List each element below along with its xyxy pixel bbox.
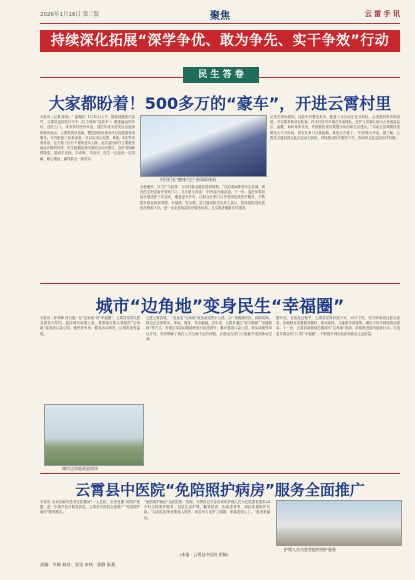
paper-name: 云 雷 手 讯 bbox=[364, 9, 400, 18]
article2-photo bbox=[44, 404, 144, 466]
article3-footnote: (本报 · 云霄县中医院 供稿) bbox=[180, 552, 229, 557]
article3-title: 云霄县中医院“免陪照护病房”服务全面推广 bbox=[75, 481, 365, 499]
article1-body-right: 记者在现场看到，巡医车内整洁有序，配备了全自动生化分析仪、心电图机等多种设备，可实现常规项目检查。许多村民早早就在车前排队，医护人员耐心地为大家测量血压、血糖，询问身体状况，并根据检查结果提出用药和生活建议。“以前去县城做检查要花大半天时间，现在在家门口就能做，真是太方便了。”村民陈大爷说。据了解，云霄县卫健局将以此次活动为契机，持续推动医疗服务下沉，形成常态化巡回诊疗机制。 bbox=[270, 115, 400, 140]
editor-credits: 责编：许颖 校对：张见 审核：郭静 陈燕 bbox=[40, 562, 116, 567]
article1-byline bbox=[40, 115, 135, 255]
article3-byline: 本报讯 为切实解决患者住院期间“一人住院，全家受累”的陪护难题，进一步提升医疗服务质量，云霄县中医院全面推广“免陪照护病房”服务模式。 bbox=[40, 500, 140, 515]
article2-title: 城市“边角地”变身民生“幸福圈” bbox=[95, 297, 345, 317]
article2-byline: 本报讯（许泽峰 冯白莲）在“边角地”到“幸福圈”，云霄县坚持以群众需求为导向，盘活城市闲置土地，将散落在街头巷尾的“边角地”改造成口袋公园、便民停车场、健身活动场所，让城市更有温度。 bbox=[40, 316, 140, 336]
column-label: 民 生 答 卷 bbox=[183, 67, 259, 83]
article3-body-mid: “免陪照护病房”由医院统一管理，安排经过专业培训的护理人员为住院患者提供24小时全程照护服务，包括生活护理、翻身拍背、协助进食等，减轻家属陪护负担。“以前住院家里要留人陪护，现在有专业护工照顾，家属更放心了。”患者家属说。 bbox=[144, 500, 270, 520]
page-header bbox=[40, 8, 400, 22]
article1-title: 大家都盼着！500多万的“豪车”，开进云霄村里 bbox=[48, 94, 392, 113]
article3-caption: 护理人员为患者提供照护服务 bbox=[284, 547, 336, 552]
article2-body-right: 据介绍，在改造过程中，云霄县坚持问需于民、问计于民，充分听取周边群众意见，因地制宜设置健身器材、休闲座椅、儿童游乐设施等，满足不同年龄段群众需求。下一步，云霄县将继续挖掘城市“边角地”资源，持续推进城市更新行动，打造更多群众家门口的“幸福圈”，不断提升城市品质和群众生活质量。 bbox=[276, 316, 400, 336]
column-band bbox=[40, 70, 400, 84]
divider-1 bbox=[40, 283, 400, 284]
article2-caption: 城市边角地改造现场 bbox=[62, 466, 98, 471]
header-rule bbox=[40, 23, 400, 24]
section-title: 聚焦 bbox=[210, 11, 230, 22]
issue-date: 2026年1月16日 第三版 bbox=[40, 12, 100, 18]
article3-photo bbox=[276, 500, 402, 546]
divider-2 bbox=[40, 473, 400, 474]
campaign-banner: 持续深化拓展“深学争优、敢为争先、实干争效”行动 bbox=[40, 30, 400, 52]
article1-byline-text: 本报讯（记者 陈倪）“ 福利院” 1月10日上午，随着清脆的汽笛声，云霄县巡回医疗专车（以下简称“巡医车”）驶进偏远的乡村，送医上门。 bbox=[40, 115, 135, 130]
article1-body-left: 来到乡村医疗诊室，巡医车成为村民自由选择的就诊地点，主要提供常见病、慢性病的检查诊疗以及健康咨询服务。车内配备了检查设备，可以完成心电图、B超、X光等常规检查，也方便了出行不便的老年人群。此次巡回诊疗主要服务偏远乡镇的村民，医生根据检查结果给出诊疗建议，及时发现病情隐患，做到早发现、早诊断、早治疗。医生一边检查一边讲解，耐心细致，赢得群众一致好评。 bbox=[40, 125, 135, 161]
article1-photo bbox=[140, 115, 267, 177]
article1-caption: 村民们在“健康大巴”前留影体验 bbox=[160, 177, 217, 182]
article1-body-mid: 全程便民，以“医”为纽带，为乡村群众就医提供便利。“以前看病要坐车去县城，现在医生把设备开到家门口，又方便又省钱！”村民高兴地说道。下一步，巡医车将持续开展送医下乡活动，覆盖更多乡村，让群众在家门口享受到优质医疗服务，不断提升群众的获得感、幸福感、安全感。县卫健局相关负责人表示，将持续推进优质医疗资源下沉，进一步完善基层医疗服务体系，扎实推进健康乡村建设。 bbox=[140, 185, 265, 210]
article2-body-mid: 走进云霄县城，一处处由“边角地”改造而成的小公园、小广场错落有致，绿树成荫，群众在这里散步、休闲、健身，其乐融融。近年来，云霄县通过“留白增绿”“见缝插绿”等方式，对城区零星闲置地块进行改造提升，累计建成口袋公园、街头绿地等项目多处，有效缓解了城区公共空间不足的问题，让群众在家门口就能享受到休闲空间。 bbox=[146, 316, 272, 341]
